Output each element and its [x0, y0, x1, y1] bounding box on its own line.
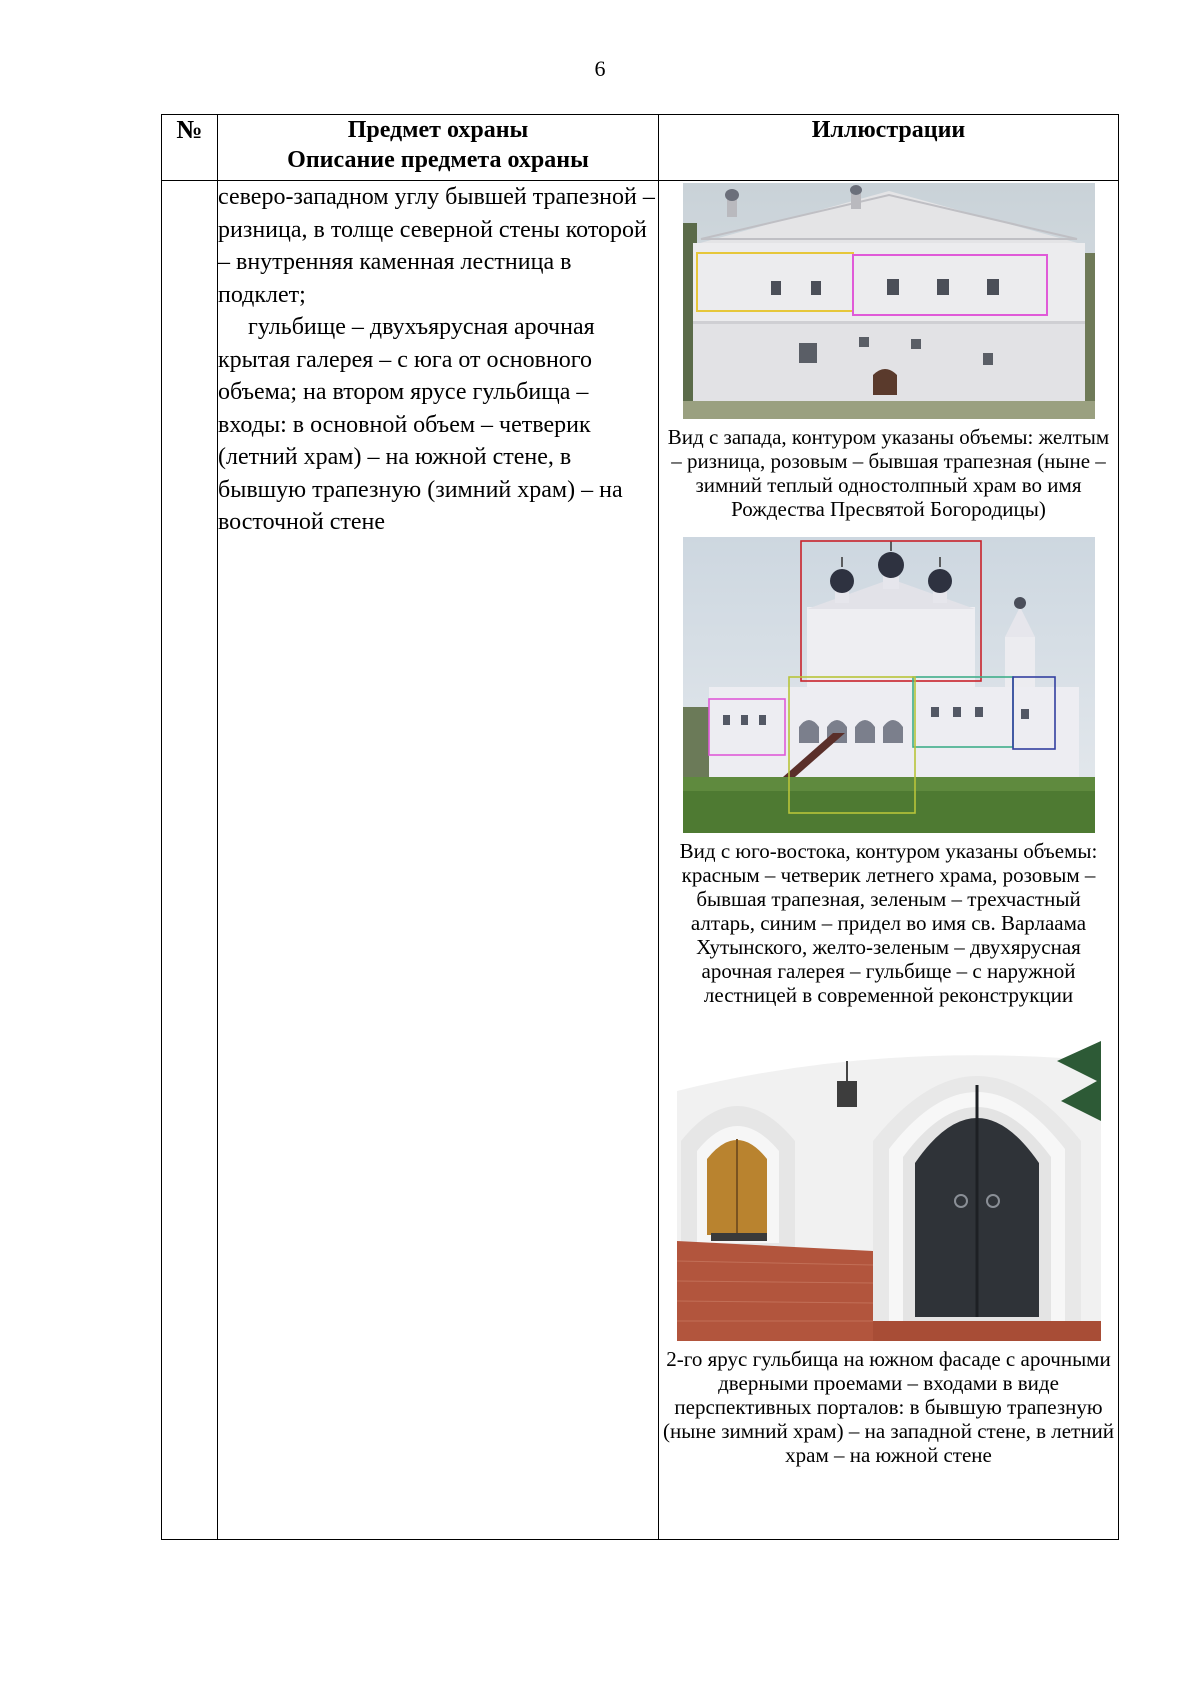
illustrations-cell: [659, 181, 1119, 1540]
photo-southeast-view: [683, 537, 1095, 833]
figure-caption: Вид с запада, контуром указаны объемы: желтым – ризница, розовым – бывшая трапезная (ныне – зимний теплый одностолпный храм во имя Рождества Пресвятой Богородицы): [667, 425, 1110, 521]
description-paragraph: гульбище – двухъярусная арочная крытая галерея – с юга от основного объема; на втором ярусе гульбища – входы: в основной объем – четверик (летний храм) – на южной стене, в бывшую трапезную (зимний храм) – на восточной стене: [218, 314, 623, 535]
description-cell: [218, 181, 659, 1540]
header-number: №: [162, 115, 218, 181]
description-paragraph: северо-западном углу бывшей трапезной – ризница, в толще северной стены которой – внутренняя каменная лестница в подклет;: [218, 184, 655, 308]
protection-subject-table: [161, 114, 1119, 1540]
figure-caption: Вид с юго-востока, контуром указаны объемы: красным – четверик летнего храма, розовым – бывшая трапезная, зеленым – трехчастный алтарь, синим – придел во имя св. Варлаама Хутынского, желто-зеленым – двухярусная арочная галерея – гульбище – с наружной лестницей в современной реконструкции: [679, 839, 1098, 1007]
header-subject-line2: Описание предмета охраны: [287, 147, 589, 173]
row-number-cell: [162, 181, 218, 1540]
figure-caption: 2-го ярус гульбища на южном фасаде с арочными дверными проемами – входами в виде перспективных порталов: в бывшую трапезную (ныне зимний храм) – на западной стене, в летний храм – на южной стене: [663, 1347, 1114, 1467]
header-subject-line1: Предмет охраны: [347, 117, 529, 143]
header-illustrations: Иллюстрации: [659, 115, 1119, 181]
header-subject: [218, 115, 659, 181]
photo-west-view: [683, 183, 1095, 419]
photo-gallery-portals: [677, 1021, 1101, 1341]
table-row: [162, 181, 1119, 1540]
page-number: 6: [594, 56, 606, 81]
table-header-row: [162, 115, 1119, 181]
